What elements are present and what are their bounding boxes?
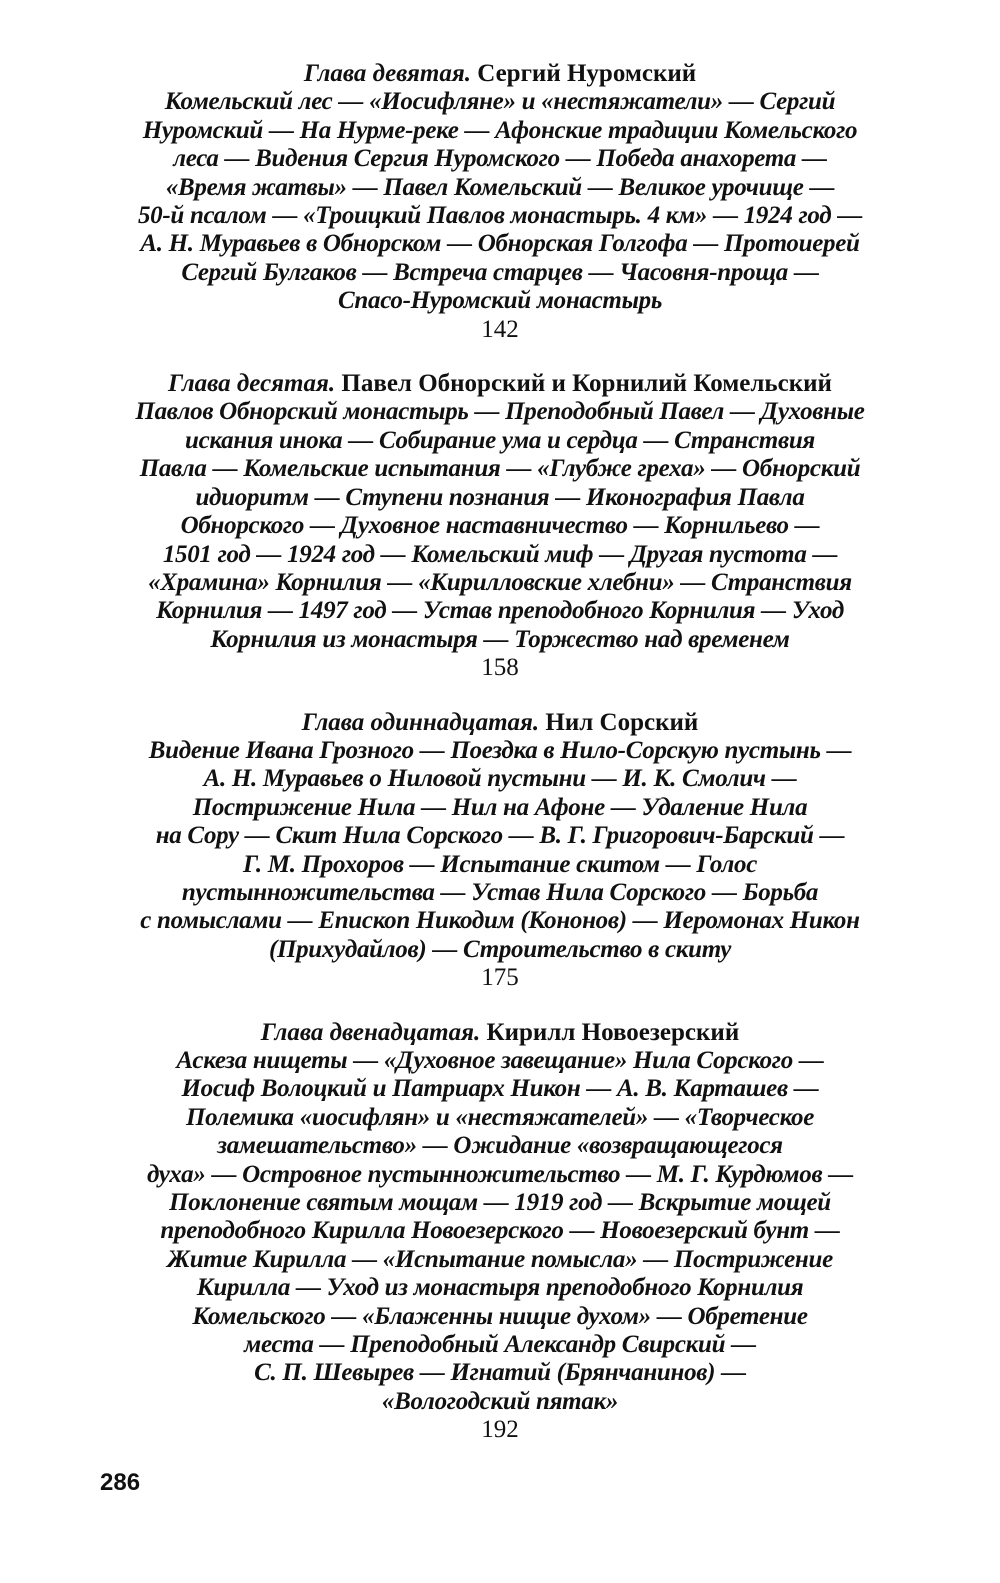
chapter-summary-line: «Храмина» Корнилия — «Кирилловские хлебни» — Странствия	[148, 568, 852, 596]
table-of-contents	[0, 60, 1000, 1471]
chapter-name: Нил Сорский	[545, 708, 699, 736]
chapter-summary-line: Кирилла — Уход из монастыря преподобного Корнилия	[196, 1274, 804, 1302]
chapter-summary-line: Аскеза нищеты — «Духовное завещание» Нила Сорского —	[176, 1047, 824, 1074]
chapter-title	[0, 1019, 1000, 1047]
chapter-number: Глава двенадцатая.	[260, 1018, 481, 1046]
chapter-summary-line: (Прихудайлов) — Строительство в скиту	[268, 935, 732, 963]
chapter-summary-line: 1501 год — 1924 год — Комельский миф — Другая пустота —	[162, 540, 838, 568]
chapter-summary-line: Корнилия — 1497 год — Устав преподобного Корнилия — Уход	[156, 597, 844, 625]
chapter-number: Глава одиннадцатая.	[301, 708, 540, 736]
chapter-entry	[0, 60, 1000, 344]
chapter-page-number: 192	[481, 1416, 519, 1444]
chapter-page-number: 175	[481, 964, 519, 992]
chapter-summary-line: с помыслами — Епископ Никодим (Кононов) — Иеромонах Никон	[140, 907, 860, 935]
chapter-summary-line: пустынножительства — Устав Нила Сорского — Борьба	[181, 878, 819, 906]
chapter-summary-line: 50-й псалом — «Троицкий Павлов монастырь. 4 км» — 1924 год —	[137, 202, 863, 230]
chapter-name: Сергий Нуромский	[477, 60, 697, 87]
chapter-summary-line: Комельский лес — «Иосифляне» и «нестяжатели» — Сергий	[164, 88, 836, 116]
chapter-summary-line: замешательство» — Ожидание «возвращающегося	[217, 1132, 783, 1160]
chapter-summary-line: Видение Ивана Грозного — Поездка в Нило-Сорскую пустынь —	[148, 736, 852, 764]
chapter-summary-line: преподобного Кирилла Новоезерского — Новоезерский бунт —	[160, 1217, 840, 1245]
chapter-summary-line: места — Преподобный Александр Свирский —	[244, 1331, 756, 1359]
chapter-summary-line: Житие Кирилла — «Испытание помысла» — Пострижение	[167, 1245, 833, 1273]
chapter-number: Глава десятая.	[168, 370, 336, 398]
chapter-name: Кирилл Новоезерский	[486, 1018, 740, 1046]
chapter-summary-line: Г. М. Прохоров — Испытание скитом — Голос	[242, 850, 758, 878]
chapter-title	[0, 370, 1000, 398]
chapter-summary-line: Нуромский — На Нурме-реке — Афонские традиции Комельского	[142, 116, 858, 144]
chapter-page-number: 158	[481, 654, 519, 682]
chapter-title	[0, 60, 1000, 88]
chapter-summary-line: на Сору — Скит Нила Сорского — В. Г. Григорович-Барский —	[155, 822, 845, 850]
chapter-summary-line: Павлов Обнорский монастырь — Преподобный Павел — Духовные	[135, 398, 865, 426]
page-number: 286	[100, 1469, 141, 1496]
chapter-summary-line: Корнилия из монастыря — Торжество над временем	[210, 625, 790, 653]
chapter-summary-line: «Время жатвы» — Павел Комельский — Великое урочище —	[165, 173, 835, 201]
chapter-summary-line: Иосиф Волоцкий и Патриарх Никон — А. В. Карташев —	[181, 1075, 819, 1103]
chapter-title	[0, 709, 1000, 737]
chapter-entry	[0, 370, 1000, 682]
chapter-summary-line: Спасо-Нуромский монастырь	[338, 287, 662, 315]
chapter-summary-line: духа» — Островное пустынножительство — М. Г. Курдюмов —	[147, 1160, 853, 1188]
chapter-summary-line: Комельского — «Блаженны нищие духом» — Обретение	[192, 1302, 808, 1330]
chapter-summary-line: А. Н. Муравьев в Обнорском — Обнорская Голгофа — Протоиерей	[140, 230, 860, 258]
chapter-entry	[0, 709, 1000, 993]
chapter-summary-line: А. Н. Муравьев о Ниловой пустыни — И. К. Смолич —	[203, 765, 797, 793]
chapter-summary-line: Полемика «иосифлян» и «нестяжателей» — «Творческое	[185, 1103, 815, 1131]
chapter-name: Павел Обнорский и Корнилий Комельский	[341, 370, 832, 398]
chapter-summary-line: С. П. Шевырев — Игнатий (Брянчанинов) —	[254, 1359, 746, 1387]
chapter-summary-line: Пострижение Нила — Нил на Афоне — Удаление Нила	[192, 793, 808, 821]
chapter-page-number: 142	[481, 315, 519, 343]
chapter-number: Глава девятая.	[303, 60, 471, 87]
chapter-summary-line: леса — Видения Сергия Нуромского — Победа анахорета —	[173, 145, 827, 173]
chapter-summary-line: «Вологодский пятак»	[381, 1387, 619, 1415]
chapter-summary-line: искания инока — Собирание ума и сердца — Странствия	[184, 426, 816, 454]
chapter-entry	[0, 1019, 1000, 1445]
chapter-summary-line: идиоритм — Ступени познания — Иконография Павла	[195, 483, 805, 511]
chapter-summary-line: Обнорского — Духовное наставничество — Корнильево —	[180, 512, 820, 540]
chapter-summary-line: Поклонение святым мощам — 1919 год — Вскрытие мощей	[169, 1189, 831, 1217]
chapter-summary-line: Сергий Булгаков — Встреча старцев — Часовня-проща —	[181, 258, 819, 286]
chapter-summary-line: Павла — Комельские испытания — «Глубже греха» — Обнорский	[139, 455, 861, 483]
